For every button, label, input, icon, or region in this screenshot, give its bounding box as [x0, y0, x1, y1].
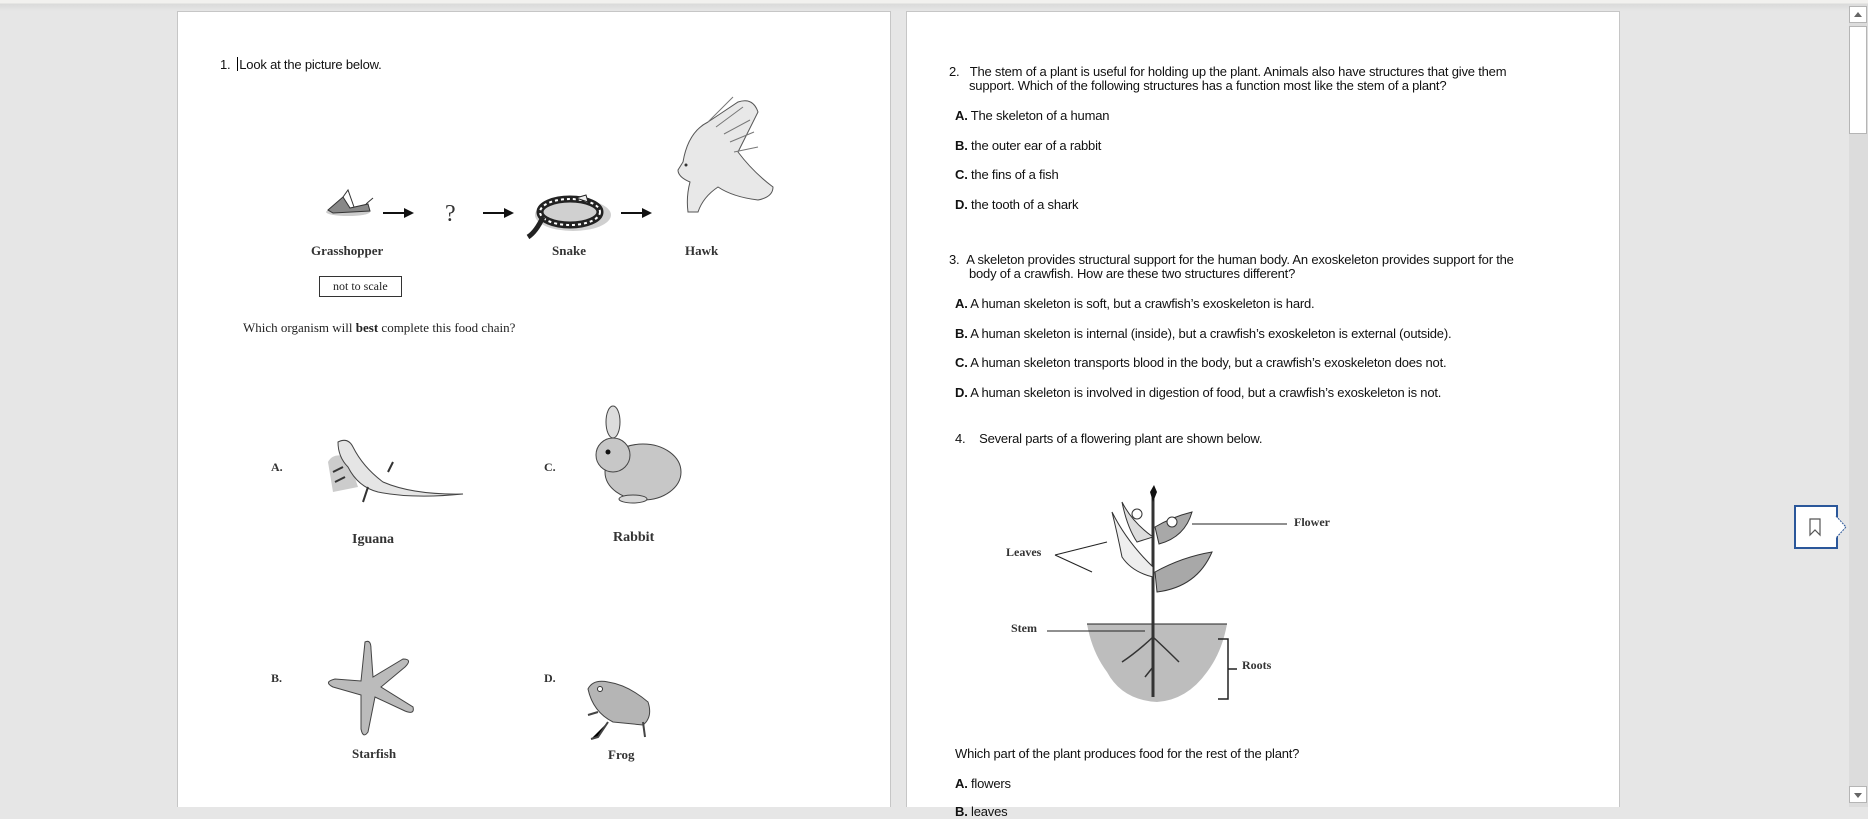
- option-letter: A.: [955, 296, 968, 311]
- question-number: 1.: [220, 57, 231, 72]
- triangle-up-icon: [1854, 12, 1862, 17]
- question-text-pre: Which organism will: [243, 320, 356, 335]
- label-stem: Stem: [1011, 621, 1037, 635]
- option-d-letter[interactable]: D.: [544, 671, 556, 685]
- flower: [1132, 509, 1142, 519]
- option-text: the tooth of a shark: [967, 197, 1079, 212]
- option-text: the outer ear of a rabbit: [967, 138, 1102, 153]
- iguana-image: [323, 437, 468, 517]
- label-flower: Flower: [1294, 515, 1330, 529]
- prompt-text: Look at the picture below.: [239, 57, 382, 72]
- question-3-line-2: body of a crawfish. How are these two structures different?: [969, 266, 1296, 281]
- option-letter: D.: [955, 197, 968, 212]
- scrollbar-thumb[interactable]: [1849, 26, 1867, 134]
- option-letter: C.: [955, 167, 968, 182]
- option-text: The skeleton of a human: [967, 108, 1110, 123]
- option-text: flowers: [967, 776, 1011, 791]
- rabbit-image: [583, 407, 693, 517]
- arrow-3: [621, 208, 652, 218]
- label-roots: Roots: [1242, 658, 1272, 672]
- food-chain-figure: [178, 12, 892, 312]
- question-4-text: Which part of the plant produces food for the rest of the plant?: [955, 746, 1300, 761]
- prompt-text: Several parts of a flowering plant are shown below.: [979, 431, 1263, 446]
- triangle-down-icon: [1854, 793, 1862, 798]
- soil: [1087, 624, 1227, 702]
- frog-image: [583, 677, 658, 747]
- option-letter: A.: [955, 108, 968, 123]
- scroll-down-button[interactable]: [1849, 786, 1867, 803]
- option-c-letter[interactable]: C.: [544, 460, 556, 474]
- option-letter: A.: [955, 776, 968, 791]
- bookmark-button[interactable]: [1794, 505, 1838, 549]
- option-b-label: Starfish: [352, 746, 397, 761]
- grasshopper-image: [326, 190, 373, 216]
- hawk-image: [678, 97, 773, 212]
- option-a-label: Iguana: [352, 532, 395, 547]
- option-text: A human skeleton is involved in digestion of food, but a crawfish’s exoskeleton is not.: [967, 385, 1442, 400]
- label-leaves: Leaves: [1006, 545, 1042, 559]
- q4-option-a[interactable]: [955, 776, 1011, 791]
- q4-option-b[interactable]: [955, 804, 1007, 819]
- document-page-right[interactable]: [906, 11, 1620, 819]
- question-text: The stem of a plant is useful for holding up the plant. Animals also have structures that give them: [969, 64, 1507, 79]
- bud: [1150, 485, 1157, 502]
- option-letter: B.: [955, 138, 968, 153]
- snake-image: [528, 195, 611, 237]
- option-text: A human skeleton is soft, but a crawfish’s exoskeleton is hard.: [967, 296, 1315, 311]
- arrow-1: [383, 208, 414, 218]
- label-hawk: Hawk: [685, 243, 719, 258]
- option-a-letter[interactable]: A.: [271, 460, 283, 474]
- bookmark-pointer: [1836, 516, 1850, 536]
- leaf: [1155, 552, 1212, 592]
- option-text: leaves: [967, 804, 1008, 819]
- option-letter: B.: [955, 326, 968, 341]
- not-to-scale-note: not to scale: [319, 276, 402, 297]
- label-snake: Snake: [552, 243, 586, 258]
- unknown-organism-marker: ?: [445, 201, 456, 227]
- window-top-bar: [0, 0, 1868, 11]
- document-page-left[interactable]: [177, 11, 891, 807]
- question-text: A skeleton provides structural support for the human body. An exoskeleton provides support for the: [966, 252, 1514, 267]
- option-text: A human skeleton transports blood in the body, but a crawfish’s exoskeleton does not.: [967, 355, 1447, 370]
- question-1-text: [243, 320, 515, 336]
- option-b-letter[interactable]: B.: [271, 671, 283, 685]
- question-number: 2.: [949, 64, 960, 79]
- flower: [1167, 517, 1177, 527]
- option-d-label: Frog: [608, 747, 635, 762]
- option-text: the fins of a fish: [967, 167, 1059, 182]
- question-number: 3.: [949, 252, 960, 267]
- option-letter: D.: [955, 385, 968, 400]
- bookmark-icon: [1809, 518, 1823, 536]
- question-2-line-2: support. Which of the following structures has a function most like the stem of a plant?: [969, 78, 1447, 93]
- question-text-emphasis: best: [355, 320, 379, 335]
- scroll-up-button[interactable]: [1849, 6, 1867, 23]
- option-letter: B.: [955, 804, 968, 819]
- option-letter: C.: [955, 355, 968, 370]
- label-grasshopper: Grasshopper: [311, 243, 384, 258]
- option-c-label: Rabbit: [613, 530, 655, 545]
- option-text: A human skeleton is internal (inside), but a crawfish’s exoskeleton is external (outside).: [967, 326, 1452, 341]
- question-text-post: complete this food chain?: [378, 320, 516, 335]
- question-number: 4.: [955, 431, 966, 446]
- starfish-image: [323, 637, 423, 742]
- arrow-2: [483, 208, 514, 218]
